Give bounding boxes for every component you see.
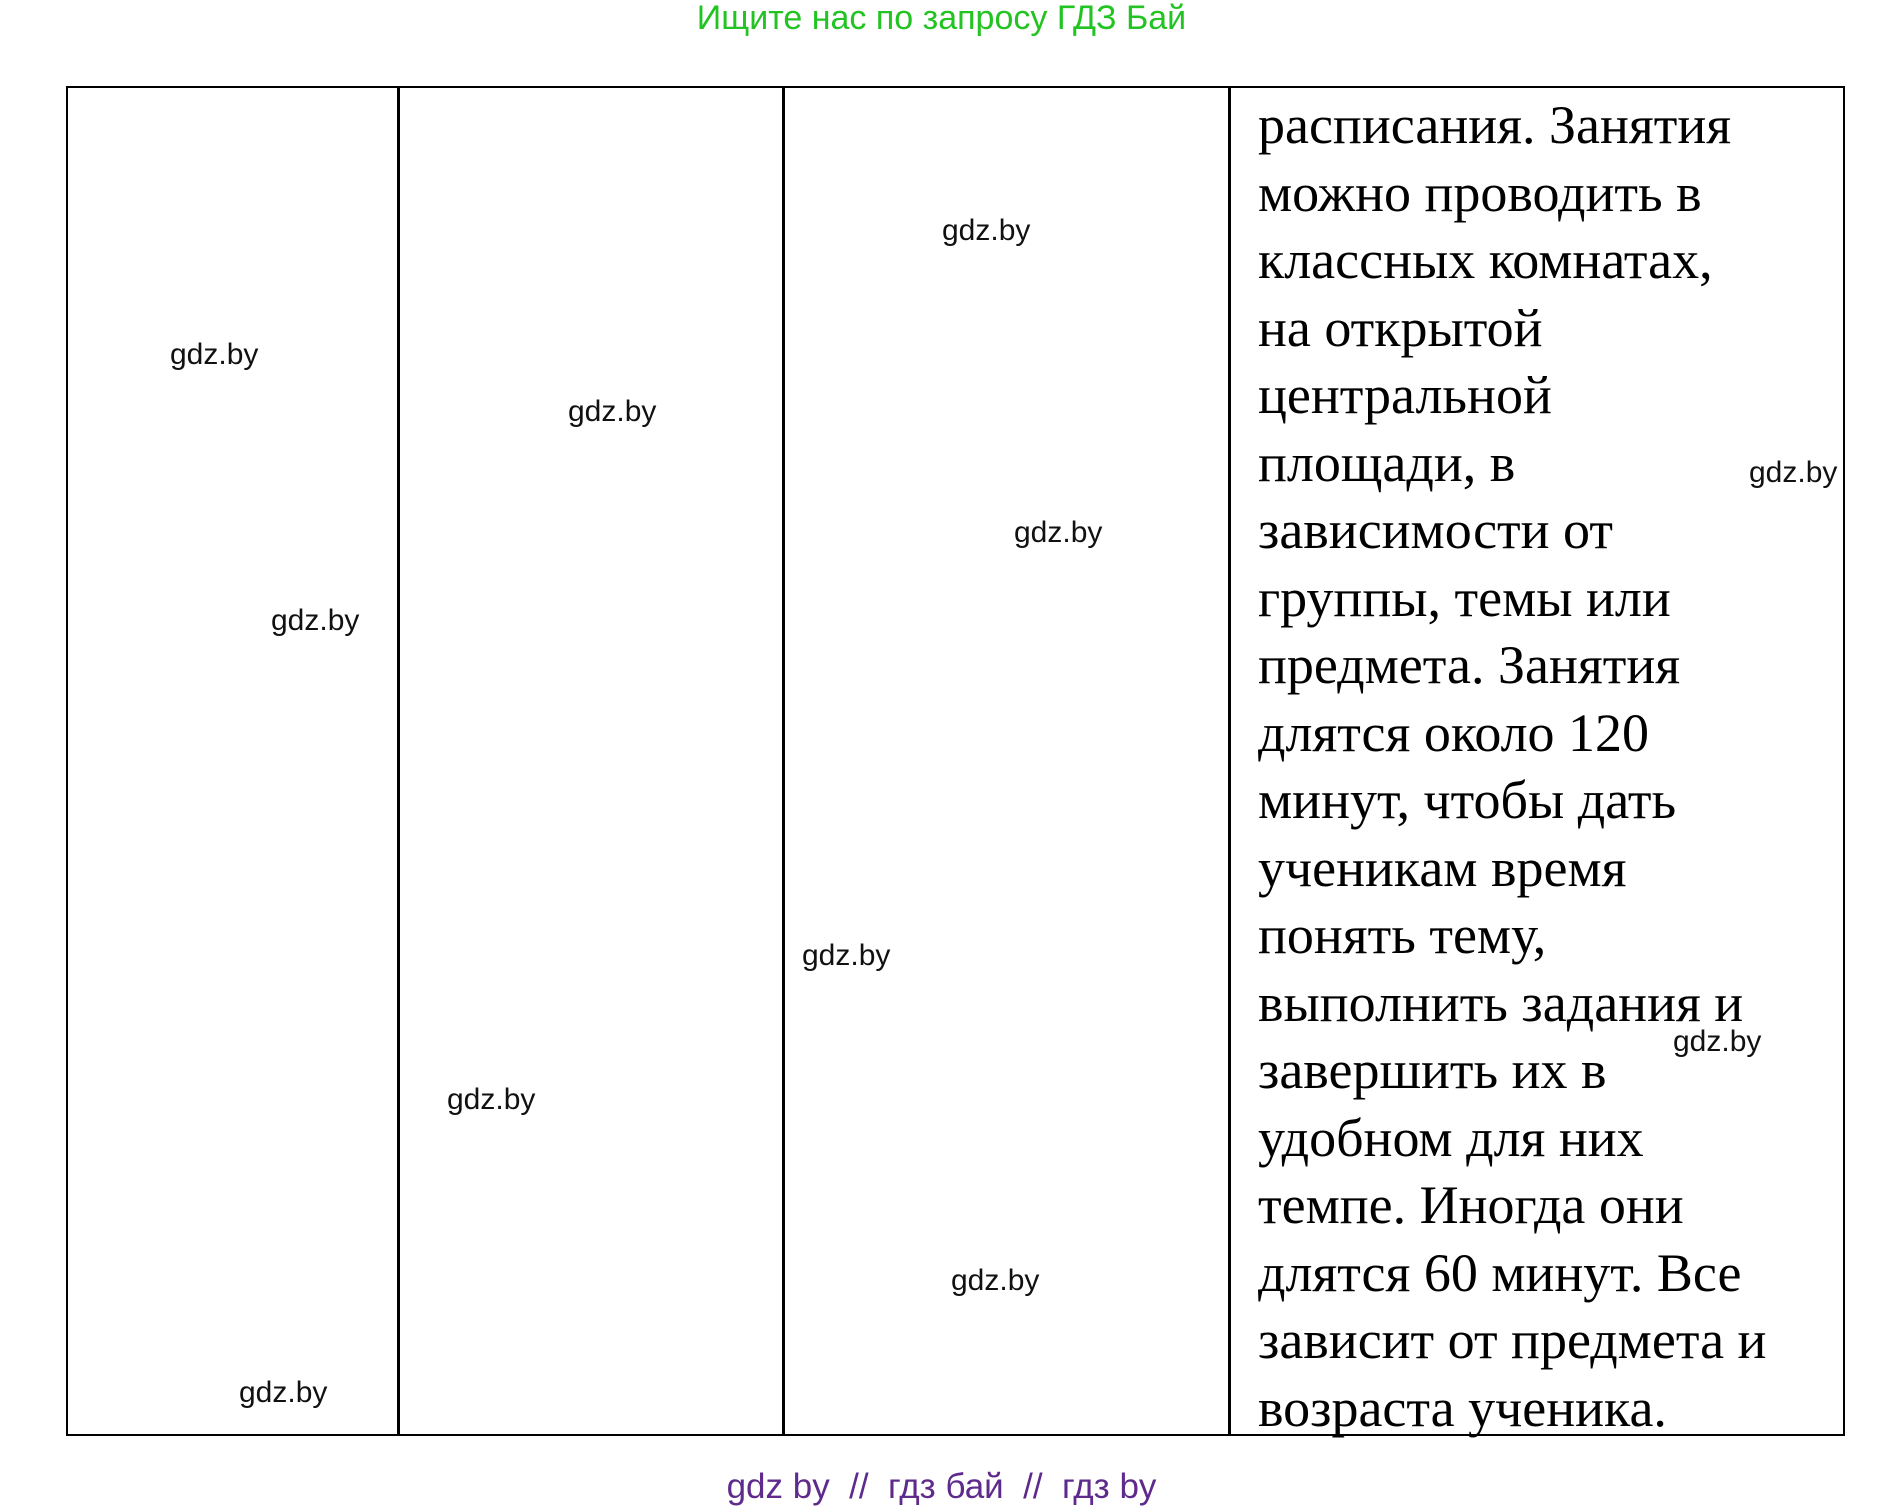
column-divider-2 bbox=[782, 88, 785, 1434]
watermark: gdz.by bbox=[447, 1083, 536, 1116]
column-divider-3 bbox=[1228, 88, 1231, 1434]
text-line: расписания. Занятия bbox=[1258, 95, 1732, 155]
footer-banner: gdz by // гдз бай // гдз by bbox=[726, 1467, 1157, 1506]
header-banner: Ищите нас по запросу ГДЗ Бай bbox=[696, 0, 1187, 37]
watermark: gdz.by bbox=[802, 939, 891, 972]
text-line: зависимости от bbox=[1258, 500, 1613, 560]
answer-table bbox=[66, 86, 1845, 1436]
watermark: gdz.by bbox=[1749, 456, 1838, 489]
watermark: gdz.by bbox=[1014, 516, 1103, 549]
text-line: зависит от предмета и bbox=[1258, 1310, 1767, 1370]
column-4-text bbox=[1258, 92, 1838, 1442]
text-line: предмета. Занятия bbox=[1258, 635, 1681, 695]
watermark: gdz.by bbox=[271, 604, 360, 637]
text-line: возраста ученика. bbox=[1258, 1377, 1667, 1438]
watermark: gdz.by bbox=[239, 1376, 328, 1409]
text-line: группы, темы или bbox=[1258, 567, 1671, 628]
watermark: gdz.by bbox=[942, 214, 1031, 247]
text-line: на открытой bbox=[1258, 297, 1543, 358]
text-line: ученикам время bbox=[1258, 837, 1627, 898]
text-line: понять тему, bbox=[1258, 905, 1547, 965]
text-line: темпе. Иногда они bbox=[1258, 1175, 1684, 1235]
text-line: завершить их в bbox=[1258, 1040, 1607, 1100]
text-line: можно проводить в bbox=[1258, 162, 1702, 223]
text-line: площади, в bbox=[1258, 432, 1516, 493]
column-divider-1 bbox=[397, 88, 400, 1434]
text-line: выполнить задания и bbox=[1258, 972, 1744, 1033]
watermark: gdz.by bbox=[951, 1264, 1040, 1297]
text-line: центральной bbox=[1258, 365, 1552, 425]
text-line: минут, чтобы дать bbox=[1258, 770, 1677, 830]
watermark: gdz.by bbox=[568, 395, 657, 428]
text-line: удобном для них bbox=[1258, 1107, 1644, 1168]
text-line: длятся 60 минут. Все bbox=[1258, 1242, 1742, 1303]
text-line: длятся около 120 bbox=[1258, 702, 1650, 763]
watermark: gdz.by bbox=[1673, 1025, 1762, 1058]
text-line: классных комнатах, bbox=[1258, 230, 1713, 290]
watermark: gdz.by bbox=[170, 338, 259, 371]
